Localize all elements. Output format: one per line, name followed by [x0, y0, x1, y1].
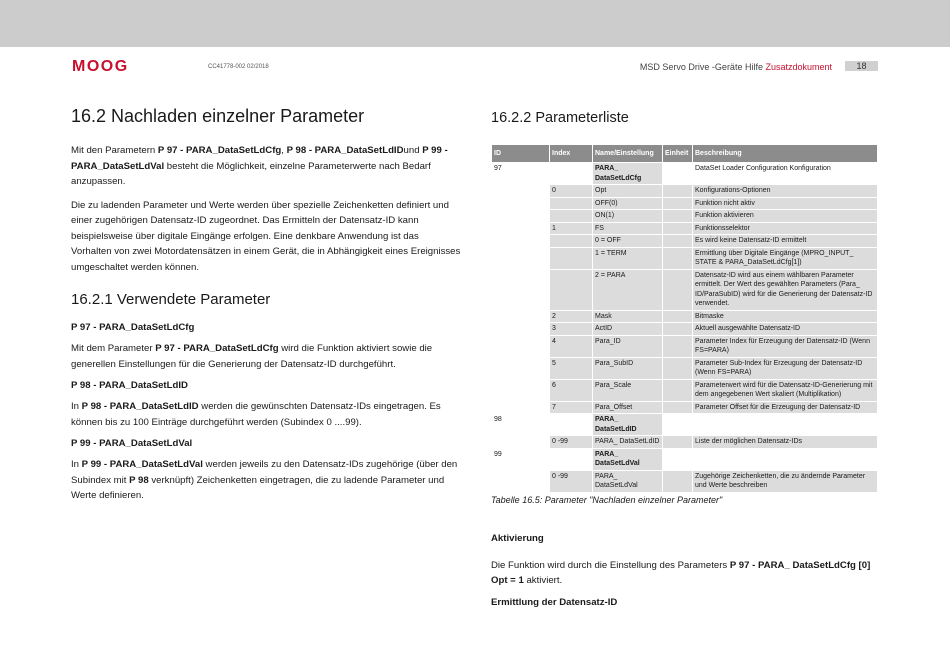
section-heading: 16.2 Nachladen einzelner Parameter: [71, 106, 365, 126]
cell-description: Konfigurations-Optionen: [693, 185, 878, 198]
table-body: [492, 163, 878, 493]
cell-name: PARA_ DataSetLdVal: [593, 448, 663, 470]
param-link-p98[interactable]: P 98 - PARA_DataSetLdID: [286, 145, 404, 156]
param-link-p97-2[interactable]: P 97 - PARA_DataSetLdCfg: [155, 343, 279, 354]
cell-id: [492, 379, 550, 401]
description-paragraph: Die zu ladenden Parameter und Werte werden über spezielle Zeichenketten definiert und einer zugehörigen Datensatz-ID zugeordnet. Das Ermitteln der Datensatz-ID kann beispielsweise über digitale Eingänge erfolgen. Eine denkbare Anwendung ist das Vorhalten von zwei Motordatensätzen in einem Gerät, die in Abhängigkeit eines Ereignisses umgeschaltet werden können.: [71, 199, 461, 273]
document-number: CC41778-002 02/2018: [208, 64, 269, 70]
cell-unit: [663, 470, 693, 492]
cell-name: Para_ID: [593, 335, 663, 357]
cell-name: Opt: [593, 185, 663, 198]
cell-name: 2 = PARA: [593, 269, 663, 310]
cell-unit: [663, 210, 693, 223]
cell-name: 0 = OFF: [593, 235, 663, 248]
table-row: [492, 247, 878, 269]
header-title-prefix: MSD Servo Drive -Geräte Hilfe: [639, 62, 766, 72]
cell-unit: [663, 436, 693, 449]
cell-id: 97: [492, 163, 550, 185]
cell-index: 5: [550, 357, 593, 379]
cell-unit: [663, 414, 693, 436]
col-header-name: Name/Einstellung: [593, 145, 663, 163]
determination-heading: Ermittlung der Datensatz-ID: [491, 596, 618, 608]
p99-heading: P 99 - PARA_DataSetLdVal: [71, 438, 193, 449]
table-row: [492, 197, 878, 210]
cell-description: Datensatz-ID wird aus einem wählbaren Parameter ermittelt. Der Wert des gewählten Parameters (Para_ ID/ParaSubID) wird für die Generierung der Datensatz-ID verwendet.: [693, 269, 878, 310]
cell-description: Funktionsselektor: [693, 222, 878, 235]
cell-id: [492, 335, 550, 357]
p97-heading: P 97 - PARA_DataSetLdCfg: [71, 322, 195, 333]
cell-description: Parameter Sub-Index für Erzeugung der Datensatz-ID (Wenn FS=PARA): [693, 357, 878, 379]
table-row: [492, 436, 878, 449]
cell-name: PARA_ DataSetLdID: [593, 436, 663, 449]
table-row: [492, 269, 878, 310]
cell-index: [550, 235, 593, 248]
header-title-accent: Zusatzdokument: [765, 62, 832, 72]
left-column: [71, 106, 461, 512]
cell-index: [550, 163, 593, 185]
cell-name: FS: [593, 222, 663, 235]
cell-name: Para_SubID: [593, 357, 663, 379]
table-row: [492, 357, 878, 379]
cell-index: [550, 414, 593, 436]
moog-logo: MOOG: [72, 58, 129, 75]
cell-index: [550, 247, 593, 269]
table-row: [492, 335, 878, 357]
cell-description: [693, 448, 878, 470]
cell-id: [492, 247, 550, 269]
cell-index: 3: [550, 323, 593, 336]
table-row: [492, 222, 878, 235]
parameter-list-heading: 16.2.2 Parameterliste: [491, 110, 629, 126]
table-header-row: [492, 145, 878, 163]
table-row: [492, 163, 878, 185]
cell-description: Parameterwert wird für die Datensatz-ID-Generierung mit dem angegebenen Wert skaliert (Multiplikation): [693, 379, 878, 401]
cell-description: Funktion aktivieren: [693, 210, 878, 223]
cell-description: Parameter Offset für die Erzeugung der Datensatz-ID: [693, 401, 878, 414]
subsection-heading: 16.2.1 Verwendete Parameter: [71, 291, 271, 308]
cell-id: [492, 269, 550, 310]
cell-id: [492, 210, 550, 223]
table-row: [492, 470, 878, 492]
cell-unit: [663, 197, 693, 210]
cell-index: [550, 448, 593, 470]
p98-paragraph: In P 98 - PARA_DataSetLdID werden die gewünschten Datensatz-IDs eingetragen. Es können bis zu 100 Einträge durchgeführt werden (Subindex 0 ....99).: [71, 401, 441, 428]
cell-description: Zugehörige Zeichenketten, die zu ändernde Parameter und Werte beschreiben: [693, 470, 878, 492]
cell-id: 98: [492, 414, 550, 436]
page-number: 18: [845, 61, 878, 71]
header-title: [640, 62, 832, 72]
cell-unit: [663, 310, 693, 323]
cell-unit: [663, 185, 693, 198]
p97-paragraph: Mit dem Parameter P 97 - PARA_DataSetLdCfg wird die Funktion aktiviert sowie die generellen Einstellungen für die Generierung der Datensatz-ID durchgeführt.: [71, 343, 433, 370]
cell-name: PARA_ DataSetLdID: [593, 414, 663, 436]
cell-index: 2: [550, 310, 593, 323]
cell-name: ActID: [593, 323, 663, 336]
cell-unit: [663, 269, 693, 310]
cell-id: [492, 401, 550, 414]
cell-id: [492, 310, 550, 323]
table-row: [492, 310, 878, 323]
cell-unit: [663, 335, 693, 357]
cell-unit: [663, 357, 693, 379]
table-caption: Tabelle 16.5: Parameter "Nachladen einzelner Parameter": [491, 494, 723, 505]
param-link-p99-2[interactable]: P 99 - PARA_DataSetLdVal: [81, 459, 203, 470]
table-row: [492, 210, 878, 223]
param-link-p97-opt[interactable]: P 97 - PARA_ DataSetLdCfg [0] Opt = 1: [491, 559, 871, 586]
cell-unit: [663, 401, 693, 414]
cell-name: Mask: [593, 310, 663, 323]
top-bar: [0, 0, 950, 47]
cell-description: Liste der möglichen Datensatz-IDs: [693, 436, 878, 449]
col-header-index: Index: [550, 145, 593, 163]
cell-description: Es wird keine Datensatz-ID ermittelt: [693, 235, 878, 248]
col-header-unit: Einheit: [663, 145, 693, 163]
cell-unit: [663, 235, 693, 248]
activation-paragraph: Die Funktion wird durch die Einstellung des Parameters P 97 - PARA_ DataSetLdCfg [0] Opt = 1 aktiviert.: [491, 559, 871, 586]
cell-index: 0 -99: [550, 436, 593, 449]
cell-id: [492, 323, 550, 336]
cell-unit: [663, 448, 693, 470]
cell-description: Bitmaske: [693, 310, 878, 323]
cell-name: Para_Offset: [593, 401, 663, 414]
cell-id: [492, 357, 550, 379]
parameter-table: [491, 144, 878, 493]
table-row: [492, 379, 878, 401]
cell-description: DataSet Loader Configuration Konfiguration: [693, 163, 878, 185]
cell-id: [492, 197, 550, 210]
cell-index: 7: [550, 401, 593, 414]
table-row: [492, 448, 878, 470]
col-header-description: Beschreibung: [693, 145, 878, 163]
cell-unit: [663, 222, 693, 235]
p99-paragraph: In P 99 - PARA_DataSetLdVal werden jeweils zu den Datensatz-IDs zugehörige (über den Subindex mit P 98 verknüpft) Zeichenketten eingetragen, die zu ladende Parameter und Werte definieren.: [71, 459, 458, 501]
cell-name: OFF(0): [593, 197, 663, 210]
cell-description: Ermittlung über Digitale Eingänge (MPRO_INPUT_ STATE & PARA_DataSetLdCfg[1]): [693, 247, 878, 269]
param-link-p99[interactable]: P 99 - PARA_DataSetLdVal: [71, 145, 448, 172]
cell-id: [492, 436, 550, 449]
cell-index: 6: [550, 379, 593, 401]
right-column: [491, 106, 879, 622]
cell-index: 0 -99: [550, 470, 593, 492]
cell-id: [492, 470, 550, 492]
cell-index: [550, 210, 593, 223]
cell-name: PARA_ DataSetLdVal: [593, 470, 663, 492]
cell-index: 0: [550, 185, 593, 198]
table-row: [492, 235, 878, 248]
cell-unit: [663, 379, 693, 401]
activation-heading: Aktivierung: [491, 532, 544, 544]
table-row: [492, 323, 878, 336]
cell-index: 4: [550, 335, 593, 357]
table-row: [492, 414, 878, 436]
cell-id: [492, 222, 550, 235]
param-link-p98-3[interactable]: P 98: [129, 474, 149, 486]
p98-heading: P 98 - PARA_DataSetLdID: [71, 380, 188, 391]
cell-name: 1 = TERM: [593, 247, 663, 269]
cell-name: ON(1): [593, 210, 663, 223]
col-header-id: ID: [492, 145, 550, 163]
cell-name: PARA_ DataSetLdCfg: [593, 163, 663, 185]
cell-index: [550, 269, 593, 310]
intro-paragraph: Mit den Parametern P 97 - PARA_DataSetLdCfg, P 98 - PARA_DataSetLdIDund P 99 - PARA_DataSetLdVal besteht die Möglichkeit, einzelne Parameterwerte nach Bedarf anzupassen.: [71, 145, 448, 187]
param-link-p97[interactable]: P 97 - PARA_DataSetLdCfg: [157, 145, 282, 156]
cell-id: [492, 235, 550, 248]
cell-index: [550, 197, 593, 210]
cell-description: Aktuell ausgewählte Datensatz-ID: [693, 323, 878, 336]
param-link-p98-2[interactable]: P 98 - PARA_DataSetLdID: [81, 401, 199, 412]
cell-description: Funktion nicht aktiv: [693, 197, 878, 210]
cell-unit: [663, 323, 693, 336]
cell-unit: [663, 163, 693, 185]
cell-description: Parameter Index für Erzeugung der Datensatz-ID (Wenn FS=PARA): [693, 335, 878, 357]
cell-description: [693, 414, 878, 436]
cell-unit: [663, 247, 693, 269]
cell-name: Para_Scale: [593, 379, 663, 401]
cell-id: [492, 185, 550, 198]
table-row: [492, 401, 878, 414]
cell-index: 1: [550, 222, 593, 235]
cell-id: 99: [492, 448, 550, 470]
table-row: [492, 185, 878, 198]
